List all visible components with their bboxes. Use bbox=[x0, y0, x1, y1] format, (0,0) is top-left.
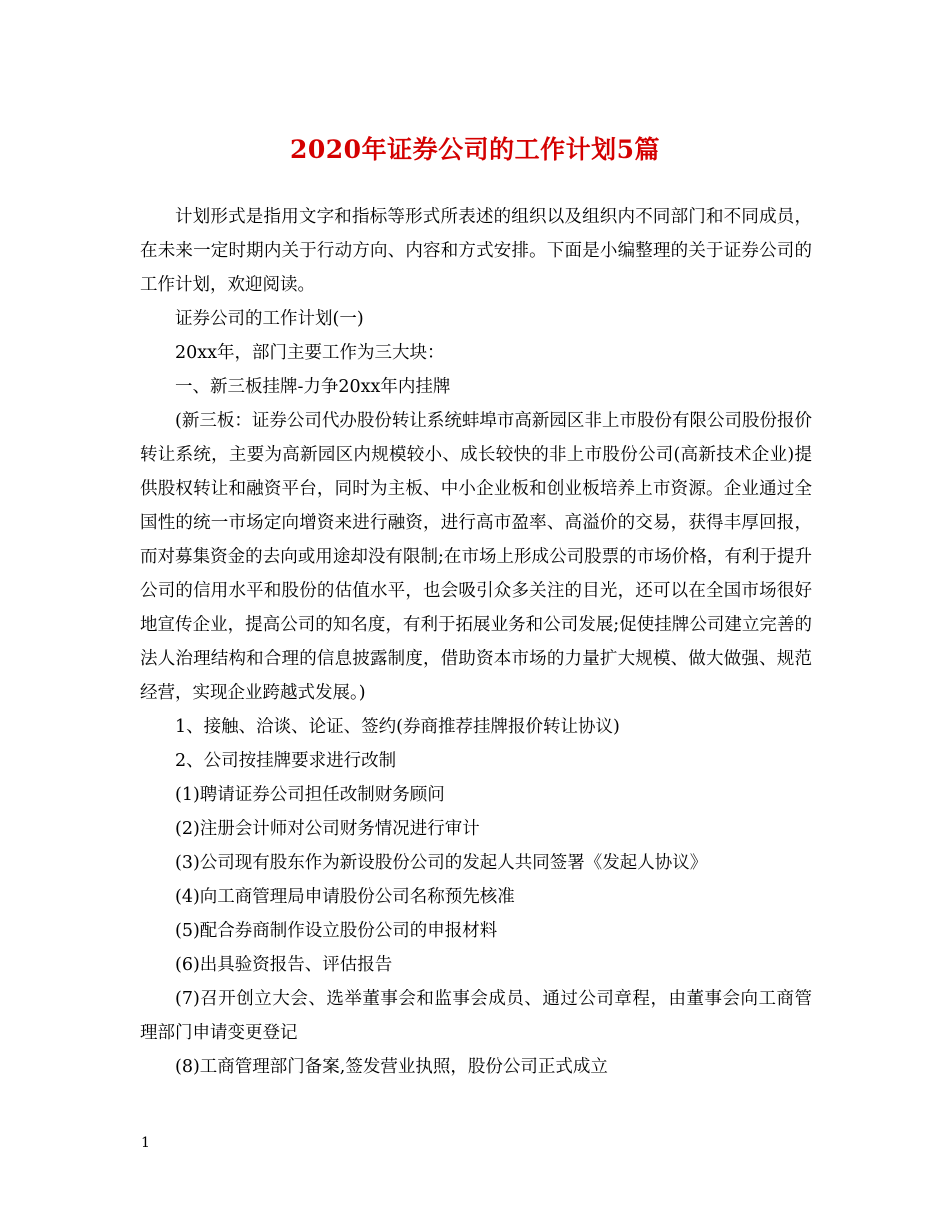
section-heading: 证券公司的工作计划(一) bbox=[175, 309, 364, 329]
list-item: (1)聘请证券公司担任改制财务顾问 bbox=[175, 785, 445, 805]
subsection-heading: 一、新三板挂牌-力争20xx年内挂牌 bbox=[175, 377, 451, 397]
intro-paragraph: 计划形式是指用文字和指标等形式所表述的组织以及组织内不同部门和不同成员，在未来一定时期内关于行动方向、内容和方式安排。下面是小编整理的关于证券公司的工作计划，欢迎阅读。 bbox=[140, 207, 812, 295]
list-item: (2)注册会计师对公司财务情况进行审计 bbox=[175, 819, 480, 839]
document-title: 2020年证券公司的工作计划5篇 bbox=[290, 135, 660, 164]
page-number: 1 bbox=[141, 1135, 150, 1151]
list-item: 2、公司按挂牌要求进行改制 bbox=[175, 751, 397, 771]
list-item: (7)召开创立大会、选举董事会和监事会成员、通过公司章程，由董事会向工商管理部门申请变更登记 bbox=[140, 989, 812, 1043]
document-body bbox=[140, 200, 812, 1084]
list-item: (5)配合券商制作设立股份公司的申报材料 bbox=[175, 921, 498, 941]
list-item: 1、接触、洽谈、论证、签约(券商推荐挂牌报价转让协议) bbox=[175, 717, 620, 737]
list-item: (3)公司现有股东作为新设股份公司的发起人共同签署《发起人协议》 bbox=[175, 853, 708, 873]
body-paragraph: (新三板：证券公司代办股份转让系统蚌埠市高新园区非上市股份有限公司股份报价转让系统，主要为高新园区内规模较小、成长较快的非上市股份公司(高新技术企业)提供股权转让和融资平台，同时为主板、中小企业板和创业板培养上市资源。企业通过全国性的统一市场定向增资来进行融资，进行高市盈率、高溢价的交易，获得丰厚回报，而对募集资金的去向或用途却没有限制;在市场上形成公司股票的市场价格，有利于提升公司的信用水平和股份的估值水平，也会吸引众多关注的目光，还可以在全国市场很好地宣传企业，提高公司的知名度，有利于拓展业务和公司发展;促使挂牌公司建立完善的法人治理结构和合理的信息披露制度，借助资本市场的力量扩大规模、做大做强、规范经营，实现企业跨越式发展。) bbox=[140, 411, 812, 703]
list-item: (6)出具验资报告、评估报告 bbox=[175, 955, 393, 975]
list-item: (4)向工商管理局申请股份公司名称预先核准 bbox=[175, 887, 515, 907]
body-paragraph: 20xx年，部门主要工作为三大块： bbox=[175, 343, 445, 363]
list-item: (8)工商管理部门备案,签发营业执照，股份公司正式成立 bbox=[175, 1057, 608, 1077]
